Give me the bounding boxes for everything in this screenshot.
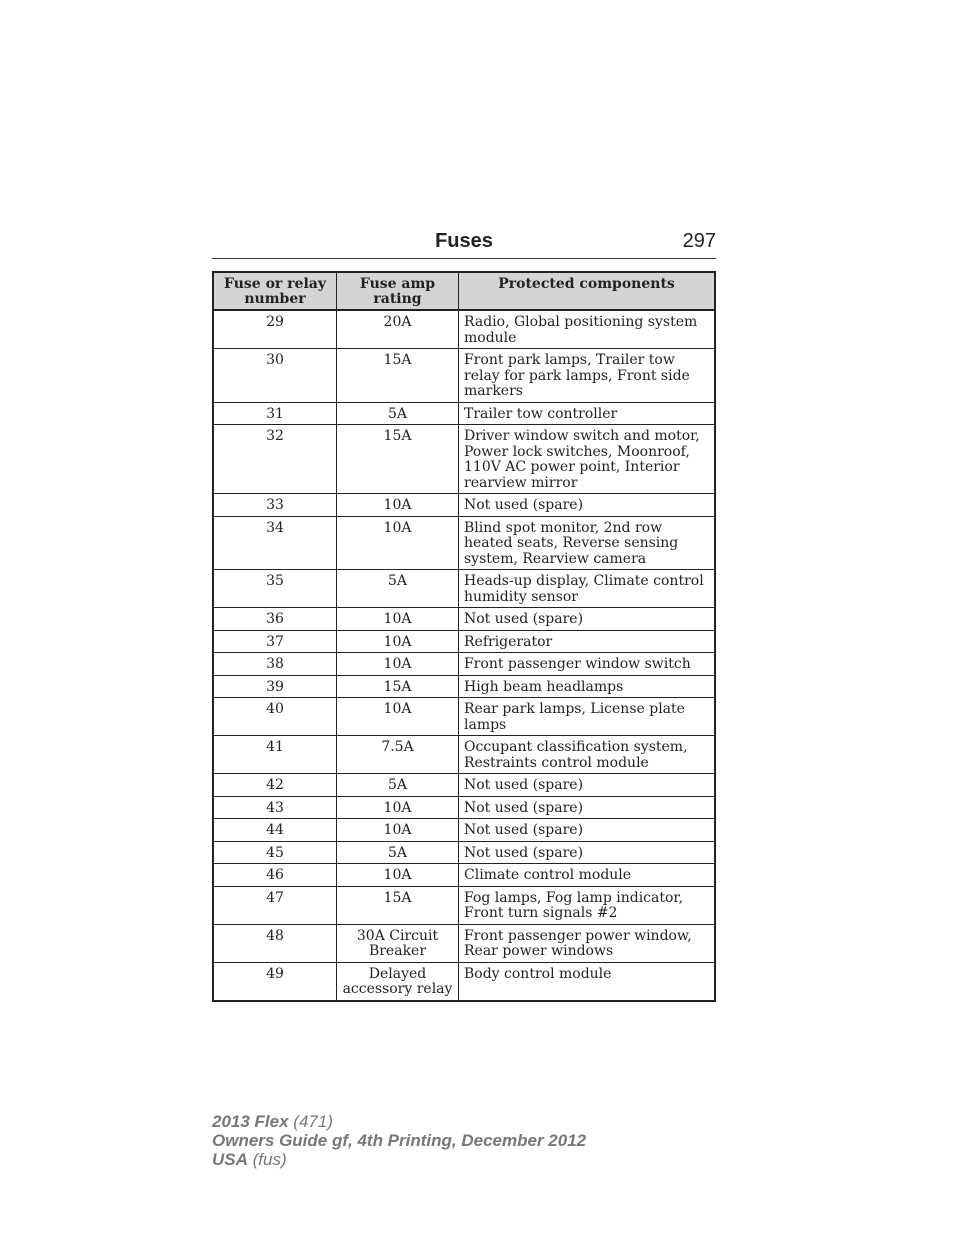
fuse-number-cell: 42 [213,774,337,797]
fuse-rating-cell: 10A [337,819,459,842]
protected-components-cell: Fog lamps, Fog lamp indicator, Front turn signals #2 [459,886,716,924]
table-row [213,349,715,403]
protected-components-cell: Not used (spare) [459,796,716,819]
protected-components-cell: Not used (spare) [459,819,716,842]
protected-components-cell: Not used (spare) [459,774,716,797]
column-header-components: Protected components [459,272,716,310]
fuse-rating-cell: 10A [337,630,459,653]
fuse-number-cell: 40 [213,698,337,736]
fuse-number-cell: 37 [213,630,337,653]
fuse-rating-cell: 10A [337,494,459,517]
protected-components-cell: Not used (spare) [459,608,716,631]
protected-components-cell: Occupant classification system, Restraints control module [459,736,716,774]
footer-model: 2013 Flex [212,1112,289,1131]
table-row [213,736,715,774]
fuse-rating-cell: 30A Circuit Breaker [337,924,459,962]
fuse-rating-cell: 15A [337,425,459,494]
table-row [213,962,715,1001]
fuse-number-cell: 48 [213,924,337,962]
table-row [213,841,715,864]
protected-components-cell: Body control module [459,962,716,1001]
fuse-number-cell: 33 [213,494,337,517]
fuse-number-cell: 39 [213,675,337,698]
fuse-rating-cell: 15A [337,349,459,403]
fuse-table [212,271,716,1002]
fuse-number-cell: 34 [213,516,337,570]
protected-components-cell: Radio, Global positioning system module [459,310,716,349]
fuse-rating-cell: 5A [337,841,459,864]
protected-components-cell: Refrigerator [459,630,716,653]
table-row [213,698,715,736]
page-header [212,228,716,259]
fuse-rating-cell: Delayed accessory relay [337,962,459,1001]
protected-components-cell: Front passenger window switch [459,653,716,676]
protected-components-cell: Rear park lamps, License plate lamps [459,698,716,736]
fuse-rating-cell: 10A [337,796,459,819]
protected-components-cell: Heads-up display, Climate control humidity sensor [459,570,716,608]
fuse-number-cell: 36 [213,608,337,631]
table-row [213,653,715,676]
table-row [213,570,715,608]
table-row [213,819,715,842]
table-row [213,516,715,570]
fuse-number-cell: 43 [213,796,337,819]
fuse-number-cell: 32 [213,425,337,494]
footer-line-2: Owners Guide gf, 4th Printing, December 2012 [212,1131,587,1150]
fuse-number-cell: 47 [213,886,337,924]
fuse-rating-cell: 15A [337,675,459,698]
table-row [213,864,715,887]
fuse-number-cell: 29 [213,310,337,349]
protected-components-cell: Blind spot monitor, 2nd row heated seats, Reverse sensing system, Rearview camera [459,516,716,570]
table-row [213,608,715,631]
footer-market: USA [212,1150,248,1169]
table-row [213,630,715,653]
fuse-rating-cell: 10A [337,516,459,570]
fuse-number-cell: 44 [213,819,337,842]
table-row [213,675,715,698]
fuse-number-cell: 41 [213,736,337,774]
fuse-number-cell: 49 [213,962,337,1001]
column-header-rating: Fuse amp rating [337,272,459,310]
table-row [213,796,715,819]
footer-line-1 [212,1112,586,1131]
fuse-rating-cell: 20A [337,310,459,349]
fuse-number-cell: 31 [213,402,337,425]
fuse-number-cell: 38 [213,653,337,676]
protected-components-cell: Not used (spare) [459,494,716,517]
section-title: Fuses [435,230,493,252]
protected-components-cell: Not used (spare) [459,841,716,864]
protected-components-cell: Trailer tow controller [459,402,716,425]
column-header-number: Fuse or relay number [213,272,337,310]
fuse-rating-cell: 15A [337,886,459,924]
table-row [213,402,715,425]
table-row [213,886,715,924]
fuse-number-cell: 35 [213,570,337,608]
footer-model-code: (471) [293,1112,333,1131]
fuse-number-cell: 46 [213,864,337,887]
table-row [213,774,715,797]
fuse-rating-cell: 10A [337,864,459,887]
fuse-number-cell: 45 [213,841,337,864]
fuse-rating-cell: 10A [337,653,459,676]
footer-line-3 [212,1150,586,1169]
protected-components-cell: Climate control module [459,864,716,887]
table-row [213,425,715,494]
table-row [213,494,715,517]
protected-components-cell: Driver window switch and motor, Power lock switches, Moonroof, 110V AC power point, Interior rearview mirror [459,425,716,494]
protected-components-cell: Front passenger power window, Rear power windows [459,924,716,962]
table-header-row [213,272,715,310]
page-number: 297 [682,230,716,252]
fuse-rating-cell: 10A [337,698,459,736]
fuse-rating-cell: 5A [337,570,459,608]
fuse-rating-cell: 5A [337,402,459,425]
page-footer [212,1112,586,1169]
protected-components-cell: Front park lamps, Trailer tow relay for park lamps, Front side markers [459,349,716,403]
table-row [213,924,715,962]
fuse-rating-cell: 10A [337,608,459,631]
fuse-number-cell: 30 [213,349,337,403]
fuse-rating-cell: 5A [337,774,459,797]
fuse-rating-cell: 7.5A [337,736,459,774]
fuse-table-body [213,310,715,1001]
footer-market-code: (fus) [252,1150,287,1169]
protected-components-cell: High beam headlamps [459,675,716,698]
table-row [213,310,715,349]
